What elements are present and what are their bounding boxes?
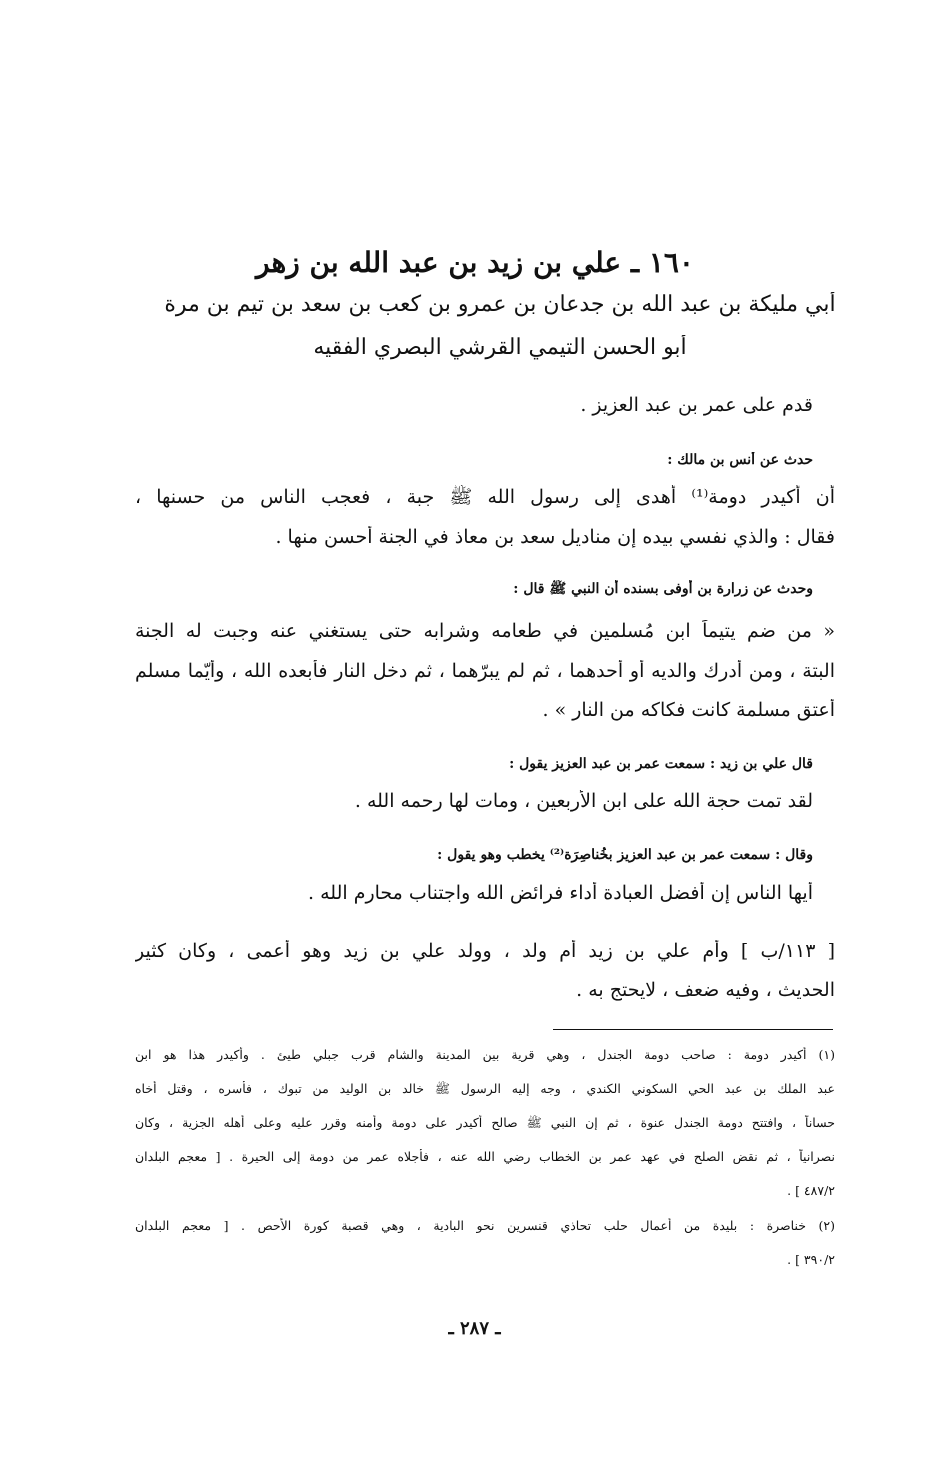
page-number: ـ ٢٨٧ ـ: [448, 1318, 501, 1339]
entry-lineage-line-2: أبو الحسن التيمي القرشي البصري الفقيه: [313, 335, 687, 360]
footnote-2-line-1: (٢) خناصرة : بليدة من أعمال حلب تحاذي قنسرين نحو البادية ، وهي قصبة كورة الأحص . [ معجم البلدان: [135, 1218, 835, 1233]
hadith-zurara-line-2: البتة ، ومن أدرك والديه أو أحدهما ، ثم لم يبرّهما ، ثم دخل النار فأبعده الله ، وأيّما مسلم: [135, 660, 835, 682]
biography-note-line-1: [ ١١٣/ب ] وأم علي بن زيد أم ولد ، وولد علي بن زيد وهو أعمى ، وكان كثير: [135, 940, 835, 962]
quote-umar-1: لقد تمت حجة الله على ابن الأربعين ، ومات لها رحمه الله .: [354, 790, 813, 812]
footnote-1-line-2: عبد الملك بن عبد الحي السكوني الكندي ، وجه إليه الرسول ﷺ خالد بن الوليد من تبوك ، فأسره ، وقتل أخاه: [135, 1081, 835, 1096]
narration-heading-umar-2: وقال : سمعت عمر بن عبد العزيز بخُناصِرَة⁽²⁾ يخطب وهو يقول :: [437, 847, 813, 863]
hadith-zurara-line-1: « من ضم يتيماً ابن مُسلمين في طعامه وشرابه حتى يستغني عنه وجبت له الجنة: [135, 620, 835, 642]
footnote-1-line-5: ٤٨٧/٢ ] .: [787, 1183, 835, 1198]
footnote-1-line-4: نصرانياً ، ثم نقض الصلح في عهد عمر بن الخطاب رضي الله عنه ، فأجلاه عمر من دومة إلى الحيرة . [ معجم البلدان: [135, 1149, 835, 1164]
entry-lineage-line-1: أبي مليكة بن عبد الله بن جدعان بن عمرو بن كعب بن سعد بن تيم بن مرة: [164, 292, 836, 317]
footnote-separator: [553, 1029, 833, 1030]
footnote-2-line-2: ٣٩٠/٢ ] .: [787, 1252, 835, 1267]
entry-title: ١٦٠ ـ علي بن زيد بن عبد الله بن زهر: [256, 246, 694, 279]
hadith-anas-line-1: أن أكيدر دومة⁽¹⁾ أهدى إلى رسول الله ﷺ جبة ، فعجب الناس من حسنها ،: [135, 486, 835, 508]
footnote-1-line-3: حساناً ، وافتتح دومة الجندل عنوة ، ثم إن النبي ﷺ صالح أكيدر على دومة وأمنه وقرر عليه وعلى أهله الجزية ، وكان: [135, 1115, 835, 1130]
narration-heading-zurara: وحدث عن زرارة بن أوفى بسنده أن النبي ﷺ قال :: [513, 581, 813, 597]
paragraph-arrival: قدم على عمر بن عبد العزيز .: [580, 394, 813, 416]
footnote-1-line-1: (١) أكيدر دومة : صاحب دومة الجندل ، وهي قرية بين المدينة والشام قرب جبلي طيئ . وأكيدر هذا هو ابن: [135, 1047, 835, 1062]
narration-heading-umar-1: قال علي بن زيد : سمعت عمر بن عبد العزيز يقول :: [509, 756, 813, 772]
narration-heading-anas: حدث عن أنس بن مالك :: [667, 452, 813, 468]
hadith-anas-line-2: فقال : والذي نفسي بيده إن مناديل سعد بن معاذ في الجنة أحسن منها .: [275, 526, 835, 548]
biography-note-line-2: الحديث ، وفيه ضعف ، لايحتج به .: [576, 979, 835, 1001]
hadith-zurara-line-3: أعتق مسلمة كانت فكاكه من النار » .: [542, 699, 835, 721]
quote-umar-2: أيها الناس إن أفضل العبادة أداء فرائض الله واجتناب محارم الله .: [308, 882, 813, 904]
